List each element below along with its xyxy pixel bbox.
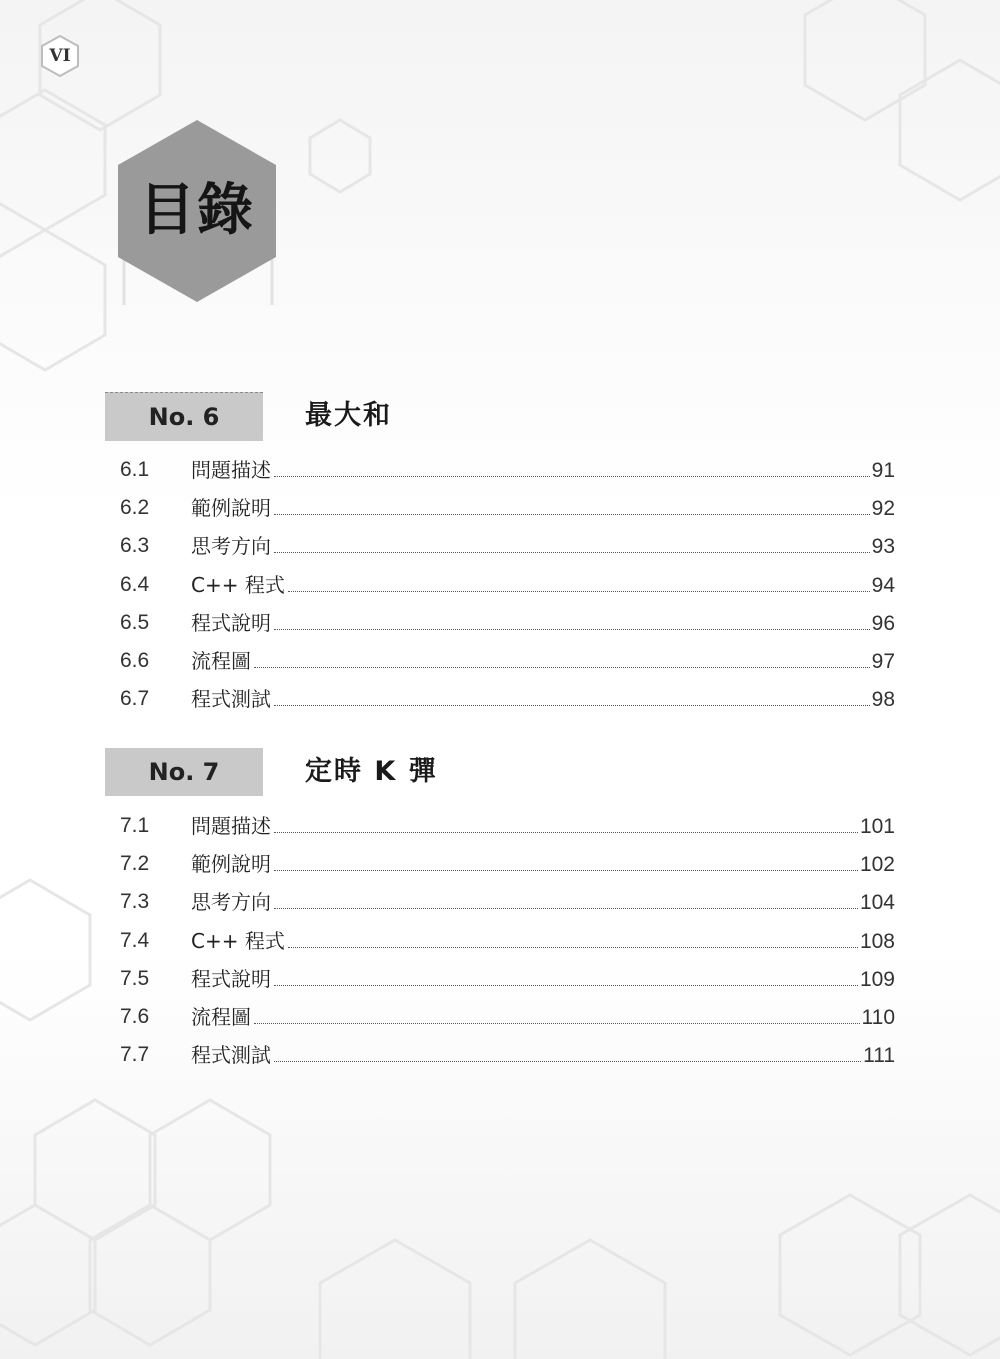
section-title: 流程圖 <box>191 1004 251 1029</box>
page-number: VI <box>49 46 71 66</box>
chapter-number-badge: No. 6 <box>105 392 263 441</box>
page-ref: 94 <box>871 573 895 597</box>
toc-entry[interactable] <box>105 889 905 927</box>
page-ref: 97 <box>871 649 895 673</box>
dot-leader <box>274 534 870 553</box>
section-number: 6.6 <box>120 648 150 672</box>
section-number: 7.3 <box>120 890 150 914</box>
toc-entry[interactable] <box>105 928 905 966</box>
dot-leader <box>274 687 870 706</box>
section-number: 6.5 <box>120 610 150 634</box>
toc-entry[interactable] <box>105 533 905 571</box>
section-title: 思考方向 <box>191 890 271 915</box>
section-number: 7.1 <box>120 814 150 837</box>
page-ref: 91 <box>871 459 895 482</box>
toc-title-badge <box>116 118 278 304</box>
chapter-number-badge: No. 7 <box>105 748 263 796</box>
chapter-section <box>105 748 905 1080</box>
toc-entry[interactable] <box>105 1004 905 1042</box>
section-title: 思考方向 <box>191 534 271 559</box>
page-ref: 109 <box>859 967 895 991</box>
chapter-section <box>105 392 905 724</box>
toc-entry[interactable] <box>105 648 905 686</box>
page-ref: 104 <box>859 891 895 915</box>
page-ref: 110 <box>861 1005 895 1029</box>
chapter-header <box>105 748 905 796</box>
section-title: 範例說明 <box>191 496 271 521</box>
section-number: 7.5 <box>120 966 150 990</box>
section-number: 6.7 <box>120 687 150 711</box>
page-ref: 108 <box>859 929 895 953</box>
page-ref: 96 <box>871 611 895 635</box>
toc-entry[interactable] <box>105 610 905 648</box>
dot-leader <box>254 1005 860 1024</box>
page-ref: 101 <box>859 815 895 838</box>
section-title: 程式說明 <box>191 966 271 991</box>
dot-leader <box>274 890 858 909</box>
chapter-header <box>105 392 905 440</box>
toc-entry[interactable] <box>105 686 905 724</box>
dot-leader <box>254 649 870 668</box>
page-ref: 102 <box>859 853 895 877</box>
section-number: 7.6 <box>120 1004 150 1028</box>
dot-leader <box>274 852 858 871</box>
toc-entry[interactable] <box>105 572 905 610</box>
section-title: 程式測試 <box>191 687 271 712</box>
dot-leader <box>274 611 870 630</box>
page-number-badge <box>38 34 82 78</box>
section-title: 問題描述 <box>191 458 271 482</box>
section-title: 程式測試 <box>191 1043 271 1068</box>
page-ref: 92 <box>871 497 895 521</box>
chapter-title: 最大和 <box>305 400 392 431</box>
toc-entry[interactable] <box>105 457 905 495</box>
section-title: C++ 程式 <box>191 928 285 953</box>
chapter-entries <box>105 457 905 724</box>
toc-title: 目錄 <box>139 178 255 243</box>
dot-leader <box>274 496 870 515</box>
toc-entry[interactable] <box>105 966 905 1004</box>
section-number: 7.7 <box>120 1043 150 1067</box>
page-ref: 111 <box>863 1044 895 1068</box>
dot-leader <box>288 929 858 948</box>
dot-leader <box>274 967 858 986</box>
section-title: C++ 程式 <box>191 572 285 597</box>
dot-leader <box>274 458 870 477</box>
dot-leader <box>288 573 870 592</box>
toc-entry[interactable] <box>105 495 905 533</box>
dot-leader <box>274 1043 861 1062</box>
toc-entry[interactable] <box>105 813 905 851</box>
section-number: 7.4 <box>120 928 150 952</box>
section-number: 6.2 <box>120 496 150 520</box>
section-number: 6.3 <box>120 534 150 558</box>
section-number: 7.2 <box>120 852 150 876</box>
section-title: 問題描述 <box>191 814 271 838</box>
chapter-entries <box>105 813 905 1080</box>
section-title: 程式說明 <box>191 610 271 635</box>
page-ref: 98 <box>871 688 895 712</box>
section-title: 範例說明 <box>191 852 271 877</box>
section-number: 6.1 <box>120 458 150 481</box>
section-number: 6.4 <box>120 572 150 596</box>
page-ref: 93 <box>871 535 895 559</box>
dot-leader <box>274 814 858 833</box>
toc-entry[interactable] <box>105 1042 905 1080</box>
toc-entry[interactable] <box>105 851 905 889</box>
chapter-title: 定時 K 彈 <box>305 756 438 787</box>
section-title: 流程圖 <box>191 648 251 673</box>
